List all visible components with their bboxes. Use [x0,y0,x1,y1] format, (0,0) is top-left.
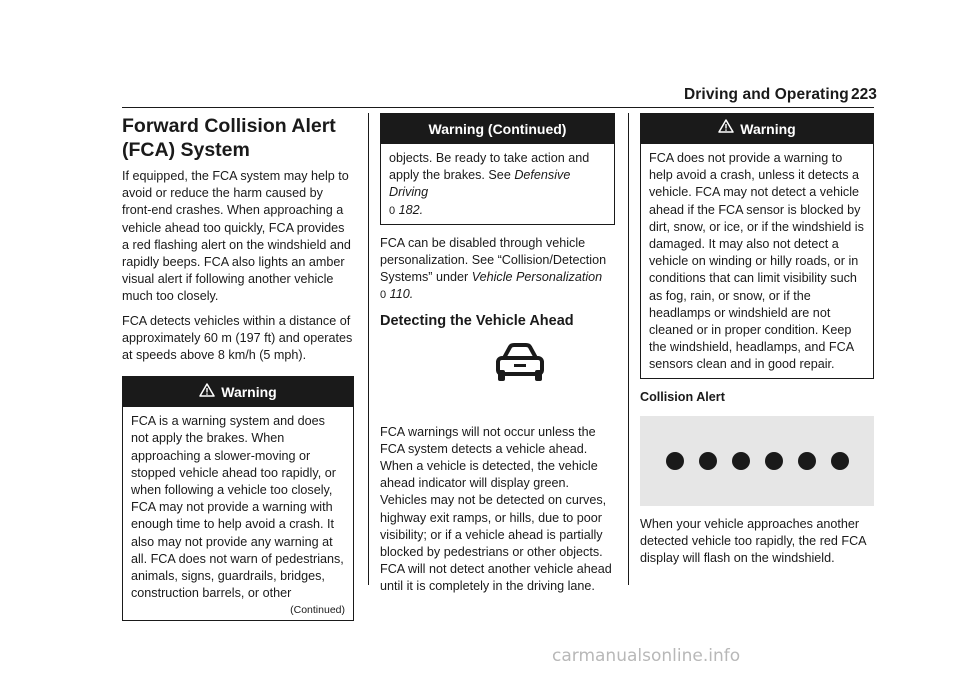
cross-reference-link[interactable]: Defensive Driving [389,168,571,200]
paragraph: If equipped, the FCA system may help to avoid or reduce the harm caused by front-end crashes. When approaching a vehicle ahead too quickly, FCA provides a red flashing alert on the windshield and rapidly beeps. FCA also lights an amber visual alert if following another vehicle much too closely. [122,169,351,304]
subheading-collision-alert: Collision Alert [640,389,725,404]
column-3 [628,110,874,574]
vehicle-ahead-indicator-icon [492,338,548,386]
alert-dot [798,452,816,470]
page-ref[interactable]: 110. [389,287,414,302]
warning-text: FCA is a warning system and does not apply the brakes. When approaching a slower-moving or stopped vehicle ahead too rapidly, or when following a vehicle too closely, FCA may not provide a warning with enough time to help avoid a crash. It also may not provide any warning at all. FCA does not warn of pedestrians, animals, signs, guardrails, bridges, construction barrels, or other [131,414,344,601]
continued-label: (Continued) [290,604,345,617]
section-heading-detecting: Detecting the Vehicle Ahead [380,312,574,329]
header-title: Driving and Operating [684,86,849,103]
warning-title: Warning [221,384,277,401]
page-ref-arrow-icon: 0 [389,204,396,217]
paragraph: When your vehicle approaches another detected vehicle too rapidly, the red FCA display will flash on the windshield. [640,516,866,566]
column-1 [122,110,354,631]
header-rule [122,107,874,108]
warning-header [381,114,614,144]
warning-text: FCA does not provide a warning to help avoid a crash, unless it detects a vehicle. FCA may not detect a vehicle ahead if the FCA sensor is blocked by dirt, snow, or ice, or if the windshield is damaged. It may also not detect a vehicle on winding or hilly roads, or in conditions that can limit visibility such as fog, rain, or snow, or if the headlamps or windshield are not cleaned or in proper condition. Keep the windshield, headlamps, and FCA sensors clean and in good repair. [649,151,864,372]
warning-title: Warning [740,121,796,137]
alert-dot [666,452,684,470]
paragraph: FCA warnings will not occur unless the FCA system detects a vehicle ahead. When a vehicle is detected, the vehicle ahead indicator will display green. Vehicles may not be detected on curves, highway exit ramps, or hills, due to poor visibility; or if a vehicle ahead is partially blocked by pedestrians or other objects. FCA will not detect another vehicle ahead until it is completely in the driving lane. [380,424,612,594]
page-ref-arrow-icon: 0 [380,289,387,302]
cross-reference-link[interactable]: Vehicle Personalization [471,270,603,285]
warning-header [641,114,873,144]
vehicle-ahead-figure [380,338,615,414]
page-ref[interactable]: 182. [398,202,424,217]
section-heading-fca: Forward Collision Alert (FCA) System [122,115,336,161]
column-2 [368,110,615,603]
page-header [0,84,960,108]
paragraph: FCA can be disabled through vehicle personalization. See “Collision/Detection Systems” under Vehicle Personalization 0 110. [380,235,607,302]
page-number: 223 [851,86,877,103]
warning-triangle-icon [718,113,734,143]
alert-dot [765,452,783,470]
alert-dot [831,452,849,470]
warning-title: Warning (Continued) [428,121,567,137]
warning-header [123,377,353,407]
paragraph: FCA detects vehicles within a distance of approximately 60 m (197 ft) and operates at speeds above 8 km/h (5 mph). [122,313,353,363]
alert-dot [699,452,717,470]
warning-box [122,376,354,621]
collision-alert-dots-icon [666,452,849,475]
warning-text: objects. Be ready to take action and apply the brakes. See Defensive Driving 0 182. [389,151,590,217]
watermark: carmanualsonline.info [552,646,741,666]
collision-alert-figure [640,416,874,506]
warning-box [640,113,874,379]
alert-dot [732,452,750,470]
warning-box-continued [380,113,615,225]
warning-triangle-icon [199,377,215,407]
